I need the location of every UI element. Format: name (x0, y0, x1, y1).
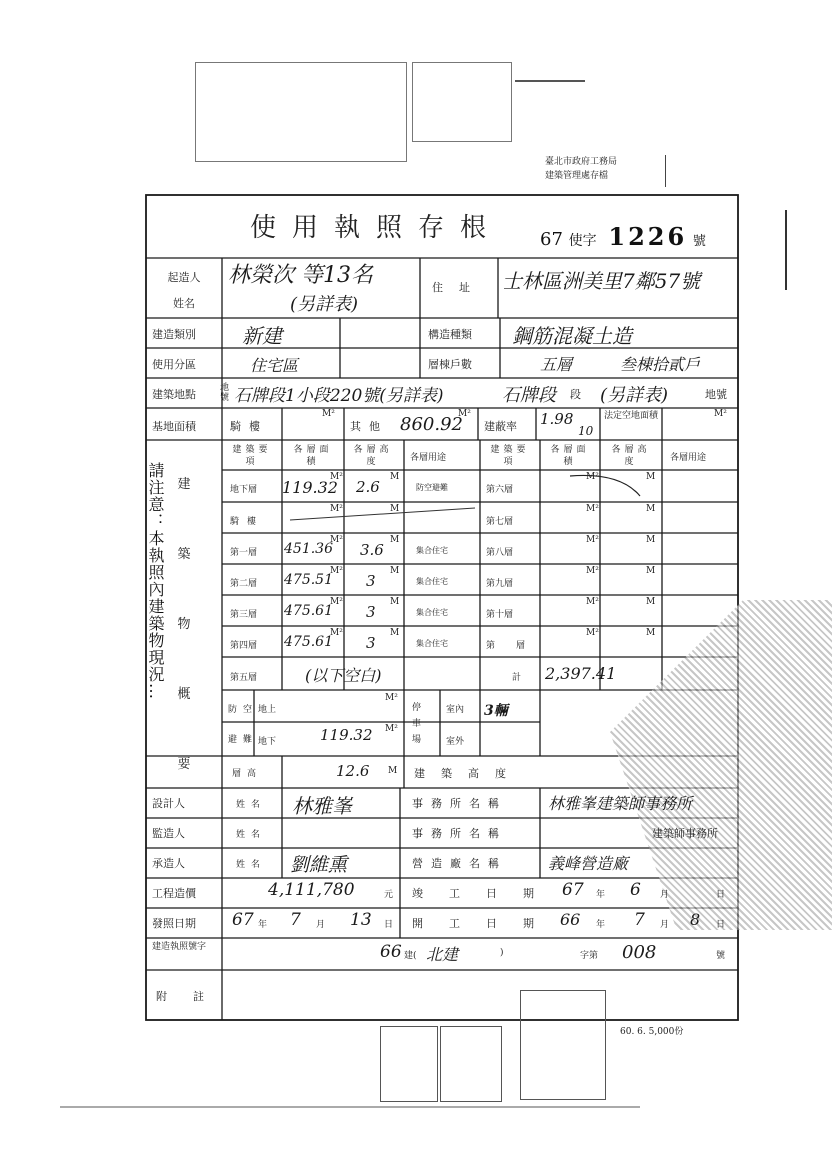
start-year: 66 (560, 910, 581, 929)
shelter-above-unit: M² (385, 693, 398, 703)
contractor-office-label: 營造廠名稱 (412, 857, 507, 870)
permit-kind: 北建 (426, 945, 459, 964)
floor-name: 第三層 (230, 610, 258, 620)
side-note-char: 意 (146, 496, 165, 513)
building-summary-char: 概 (177, 687, 191, 702)
issue-label: 發照日期 (152, 917, 196, 930)
shelter-below: 地下 (258, 737, 277, 747)
supervisor-name-label: 姓名 (236, 830, 267, 840)
completion-month-unit: 月 (660, 890, 670, 900)
contractor-label: 承造人 (152, 857, 185, 870)
floor-height: 3 (366, 634, 376, 652)
building-height-label: 建築高度 (414, 767, 522, 780)
remarks-label: 附註 (156, 990, 230, 1003)
address-value: 士林區洲美里7鄰57號 (502, 269, 701, 293)
site-location-lot-prefix: 地號 (220, 383, 230, 403)
license-char-1: 使 (568, 233, 583, 249)
floor-use: 集合住宅 (416, 639, 448, 648)
building-summary-char: 物 (177, 617, 191, 632)
unit-m2: M² (586, 566, 599, 576)
building-summary-char: 築 (177, 547, 191, 562)
permit-suffix-2: ) (500, 948, 504, 958)
designer-name-label: 姓名 (236, 800, 267, 810)
building-type-label: 建造類別 (152, 328, 196, 341)
site-location-note: (另詳表) (600, 385, 669, 406)
cost-unit: 元 (384, 890, 394, 900)
start-day: 8 (690, 910, 701, 929)
floor-name-2: 第六層 (486, 485, 514, 495)
height-unit: M (388, 766, 398, 776)
completion-day-unit: 日 (716, 890, 726, 900)
issue-month-unit: 月 (316, 920, 326, 930)
unit-m: M (646, 472, 656, 482)
parking-outdoor: 室外 (446, 737, 465, 747)
archive-stamp-line-2: 建築管理處存檔 (545, 171, 609, 181)
side-note-char: 照 (146, 564, 165, 581)
unit-m: M (646, 566, 656, 576)
unit-m2: M² (586, 504, 599, 514)
contractor-name-label: 姓名 (236, 860, 267, 870)
permit-label: 建造執照號字 (152, 942, 207, 952)
floor-area: 475.51 (284, 572, 333, 588)
floor-name: 第四層 (230, 641, 258, 651)
structure-type-label: 構造種類 (428, 328, 472, 341)
license-suffix: 號 (692, 234, 706, 249)
site-location-lot: 石牌段1小段220號(另詳表) (234, 386, 444, 406)
site-area-other: 860.92 (400, 414, 463, 435)
floor-total-value: 2,397.41 (545, 664, 617, 683)
header-items-2: 建築要項 (490, 445, 530, 467)
unit-m2: M² (330, 504, 343, 514)
side-note-char: 本 (146, 530, 165, 547)
floor-name: 地下層 (230, 485, 258, 495)
contractor-name: 劉維熏 (290, 854, 348, 876)
license-number (540, 222, 706, 251)
unit-m2: M² (330, 566, 343, 576)
unit-m2: M² (330, 535, 343, 545)
header-area: 各層面積 (293, 445, 333, 467)
coverage-label: 建蔽率 (484, 420, 517, 433)
floor-total-label: 計 (512, 673, 522, 683)
site-area-col2: 其他 (350, 420, 388, 433)
side-note-char: 況 (146, 666, 165, 683)
floor-use: 集合住宅 (416, 546, 448, 555)
margin-mark-right (745, 210, 787, 290)
site-area-other-unit: M² (458, 409, 471, 419)
permit-suffix-1: 建( (404, 951, 417, 961)
supervisor-office-label: 事務所名稱 (412, 827, 507, 840)
side-note-char: 現 (146, 649, 165, 666)
floor-name-2: 第 層 (486, 641, 532, 651)
cost-label: 工程造價 (152, 887, 196, 900)
unit-m2: M² (586, 535, 599, 545)
unit-m: M (390, 628, 400, 638)
floor-height: 3 (366, 572, 376, 590)
start-day-unit: 日 (716, 920, 726, 930)
floor-name-2: 第七層 (486, 517, 514, 527)
side-note-char: … (146, 683, 165, 700)
contractor-office: 義峰營造廠 (548, 854, 629, 873)
unit-m2: M² (330, 628, 343, 638)
bottom-scan-line (60, 1106, 640, 1108)
issue-day-unit: 日 (384, 920, 394, 930)
floors-value: 五層 (540, 355, 573, 374)
building-summary-label (172, 450, 196, 800)
site-location-label: 建築地點 (152, 388, 196, 401)
unit-m2: M² (330, 472, 343, 482)
unit-m2: M² (330, 597, 343, 607)
start-month: 7 (634, 910, 645, 930)
unit-m2: M² (586, 597, 599, 607)
site-area-unit: M² (322, 409, 335, 419)
header-height: 各層高度 (353, 445, 393, 467)
site-area-col1: 騎樓 (230, 420, 268, 433)
side-note-char: 注 (146, 479, 165, 496)
floor-height: 3 (366, 603, 376, 621)
designer-label: 設計人 (152, 797, 185, 810)
households-value: 叁棟拾貳戶 (620, 355, 701, 374)
floor-name-2: 第八層 (486, 548, 514, 558)
license-number-value: 1226 (608, 222, 688, 251)
designer-name: 林雅峯 (292, 794, 352, 818)
completion-label: 竣工日期 (412, 887, 560, 900)
issue-day: 13 (350, 910, 372, 930)
side-note-char: 請 (146, 462, 165, 479)
cost-value: 4,111,780 (268, 880, 355, 900)
floor-area: 475.61 (284, 603, 333, 619)
completion-month: 6 (630, 880, 641, 900)
floor-use: 集合住宅 (416, 577, 448, 586)
height-label: 層高 (232, 769, 263, 779)
floor-area: 119.32 (282, 478, 338, 497)
floor-name-2: 第十層 (486, 610, 514, 620)
license-prefix: 67 (540, 229, 563, 250)
unit-m: M (390, 566, 400, 576)
site-location-section-suffix: 段 (570, 388, 581, 401)
designer-office: 林雅峯建築師事務所 (548, 794, 693, 813)
unit-m: M (390, 472, 400, 482)
floor-area-blank-note: (以下空白) (305, 666, 382, 685)
shelter-label-1: 防空 (228, 705, 259, 715)
header-use-2: 各層用途 (670, 453, 707, 463)
coverage-denominator: 10 (578, 424, 594, 438)
floor-name-2: 第九層 (486, 579, 514, 589)
completion-year: 67 (562, 880, 584, 900)
permit-end: 號 (716, 951, 726, 961)
applicant-label-bottom: 姓名 (173, 297, 195, 310)
building-summary-char: 要 (177, 757, 191, 772)
applicant-label (152, 265, 216, 317)
side-note-char: 執 (146, 547, 165, 564)
unit-m: M (390, 597, 400, 607)
parking-indoor: 室內 (446, 705, 465, 715)
structure-type-value: 鋼筋混凝土造 (512, 324, 632, 348)
unit-m: M (646, 504, 656, 514)
header-area-2: 各層面積 (550, 445, 590, 467)
parking-indoor-value: 3輛 (484, 703, 508, 719)
unit-m: M (390, 535, 400, 545)
supervisor-office: 建築師事務所 (652, 827, 718, 840)
shelter-below-unit: M² (385, 724, 398, 734)
start-year-unit: 年 (596, 920, 606, 930)
designer-office-label: 事務所名稱 (412, 797, 507, 810)
shelter-label-2: 避難 (228, 735, 259, 745)
unit-m: M (390, 504, 400, 514)
start-label: 開工日期 (412, 917, 560, 930)
shelter-below-value: 119.32 (320, 726, 373, 744)
bottom-stamp-1 (380, 1026, 438, 1102)
use-zone-label: 使用分區 (152, 358, 196, 371)
building-summary-char: 建 (177, 477, 191, 492)
header-use: 各層用途 (410, 453, 447, 463)
shelter-above: 地上 (258, 705, 277, 715)
building-type-value: 新建 (242, 324, 282, 348)
archive-stamp-line-1: 臺北市政府工務局 (545, 157, 618, 167)
applicant-name: 林榮次 等13名 (228, 263, 373, 288)
supervisor-label: 監造人 (152, 827, 185, 840)
address-label: 住址 (432, 281, 486, 294)
floor-name: 第二層 (230, 579, 258, 589)
parking-label: 停車場 (412, 703, 422, 745)
floor-use: 集合住宅 (416, 608, 448, 617)
floor-area: 475.61 (284, 634, 333, 650)
floor-use: 防空避難 (416, 483, 448, 492)
unit-m: M (646, 597, 656, 607)
applicant-note: (另詳表) (290, 294, 359, 315)
floor-area: 451.36 (284, 541, 333, 557)
permit-number: 008 (622, 942, 657, 963)
issue-year-unit: 年 (258, 920, 268, 930)
side-note-char: 築 (146, 615, 165, 632)
legal-open-space-label: 法定空地面積 (603, 411, 658, 421)
side-note-char: 內 (146, 581, 165, 598)
form-title: 使用執照存根 (250, 213, 503, 243)
floor-name: 第五層 (230, 673, 258, 683)
start-month-unit: 月 (660, 920, 670, 930)
completion-year-unit: 年 (596, 890, 606, 900)
floors-households-label: 層棟戶數 (428, 358, 472, 371)
site-location-end: 地號 (705, 388, 727, 401)
site-location-section: 石牌段 (502, 385, 556, 406)
floor-name: 第一層 (230, 548, 258, 558)
issue-month: 7 (290, 910, 301, 930)
site-area-label: 基地面積 (152, 420, 196, 433)
coverage-value: 1.98 (540, 410, 574, 428)
bottom-stamp-2 (440, 1026, 502, 1102)
unit-m2: M² (586, 472, 599, 482)
header-height-2: 各層高度 (611, 445, 651, 467)
height-value: 12.6 (336, 762, 370, 780)
unit-m: M (646, 535, 656, 545)
unit-m: M (646, 628, 656, 638)
floor-height: 2.6 (356, 478, 380, 496)
bottom-stamp-3 (520, 990, 606, 1100)
side-note-char: 建 (146, 598, 165, 615)
permit-char: 字第 (580, 951, 599, 961)
header-items: 建築要項 (232, 445, 272, 467)
print-footer: 60. 6. 5,000份 (620, 1027, 684, 1037)
applicant-label-top: 起造人 (167, 271, 201, 284)
side-note-char: 物 (146, 632, 165, 649)
unit-m2: M² (586, 628, 599, 638)
use-zone-value: 住宅區 (250, 356, 299, 375)
license-char-2: 字 (582, 233, 597, 249)
issue-year: 67 (232, 910, 254, 930)
floor-name: 騎樓 (230, 517, 265, 527)
side-note-char: ： (146, 513, 165, 530)
floor-height: 3.6 (360, 541, 384, 559)
permit-year: 66 (380, 942, 402, 962)
legal-open-space-unit: M² (714, 409, 727, 419)
